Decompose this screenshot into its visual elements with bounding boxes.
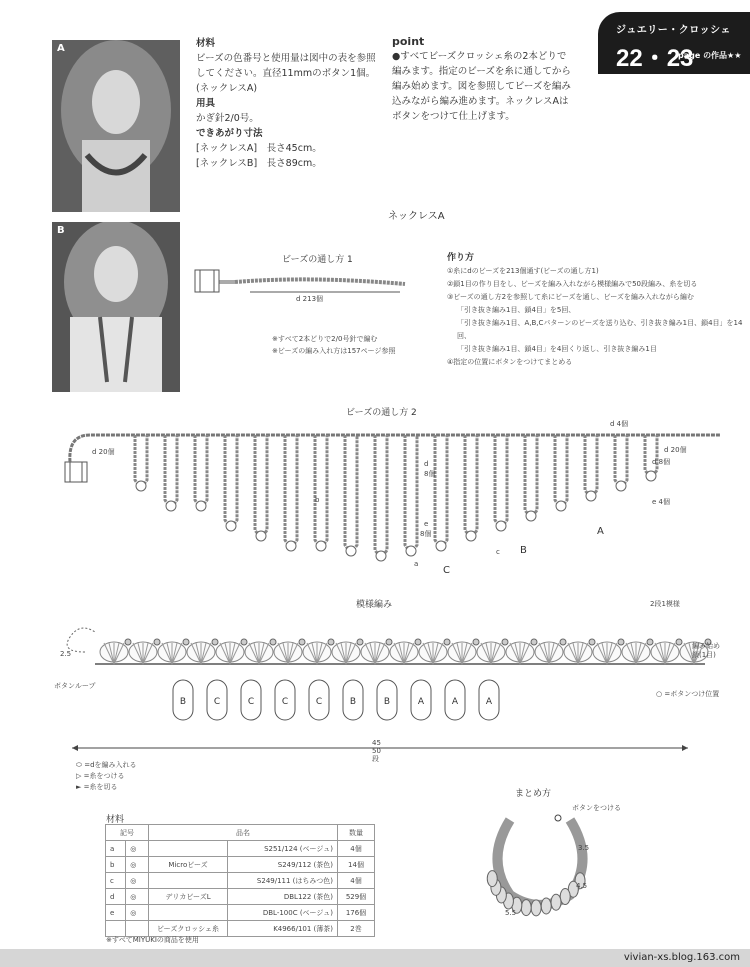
stitch-fan (129, 639, 160, 664)
howto-step: ①糸にdのビーズを213個通す(ビーズの通し方1) (447, 267, 599, 275)
str2-big-b: B (520, 545, 527, 556)
bead-icon: ◎ (126, 857, 149, 873)
bead-drop (615, 435, 627, 491)
row-type (149, 841, 228, 857)
stitch-fan (100, 639, 131, 664)
stitch-fan (651, 639, 682, 664)
row-symbol: b (106, 857, 126, 873)
str2-e4: e 4個 (652, 498, 670, 506)
table-row (106, 905, 375, 921)
model-photo-icon (52, 222, 180, 392)
tag-title: ジュエリー・クロッシェ (616, 25, 731, 36)
howto-step: 「引き抜き編み1目、A,B,Cパターンのビーズを送り込む、引き抜き編み1目、鎖4目」を14回、 (457, 319, 743, 340)
pattern-start: 編み始め 鎖(1目) (692, 642, 720, 659)
pattern-width: 45 (372, 739, 381, 747)
tag-suffix: page の作品★★ (678, 51, 742, 60)
howto-step: 「引き抜き編み1目、鎖4目」を4回くり返し、引き抜き編み1目 (457, 345, 657, 353)
finish-dim: 4.5 (576, 882, 588, 890)
materials-heading: 材料 (196, 38, 216, 49)
table-note: ※すべてMIYUKIの商品を使用 (106, 936, 199, 944)
bead-icon: ◎ (126, 889, 149, 905)
str2-c: c (496, 548, 500, 556)
stitch-fan (187, 639, 218, 664)
point-line: 編み始めます。図を参照してビーズを編み (392, 81, 571, 92)
stitch-fan (332, 639, 363, 664)
bead-icon: ◎ (126, 873, 149, 889)
bead-drop (135, 435, 147, 491)
row-type: Microビーズ (149, 857, 228, 873)
bead-drop (315, 435, 327, 551)
howto-heading: 作り方 (447, 253, 475, 263)
stitch-fan (506, 639, 537, 664)
button-loop-label: ボタンループ (54, 682, 96, 690)
stitch-fan (361, 639, 392, 664)
attach-thread-icon: ▷ (76, 772, 82, 780)
howto-step: ③ビーズの通し方2を参照して糸にビーズを通し、ビーズを編み入れながら編む (447, 293, 694, 301)
pendant (241, 680, 261, 720)
drop-bead (531, 900, 541, 916)
pendant (343, 680, 363, 720)
legend-item: ▷ =糸をつける (76, 772, 125, 780)
legend-item: ⬭ =dを編み入れる (76, 761, 137, 769)
tools-heading: 用具 (196, 98, 216, 109)
bead-drop (375, 435, 387, 561)
drop-bead (560, 889, 570, 905)
stitch-fan (535, 639, 566, 664)
page-tag (598, 12, 750, 74)
stringing2-title: ビーズの通し方 2 (346, 408, 417, 418)
finish-button-label: ボタンをつける (572, 804, 621, 812)
table-row (106, 857, 375, 873)
point-heading: point (392, 35, 425, 48)
finish-diagram (470, 800, 610, 930)
bead-d-icon: ⬭ (76, 761, 82, 769)
bead-drop (465, 435, 477, 541)
point-block (392, 34, 592, 124)
stitch-fan (593, 639, 624, 664)
finish-dim: 3.5 (578, 844, 590, 852)
drop-bead (541, 898, 551, 914)
howto-step: ④指定の位置にボタンをつけてまとめる (447, 358, 573, 366)
row-type: ビーズクロッシェ糸 (149, 921, 228, 937)
row-symbol: a (106, 841, 126, 857)
button-position: ○ =ボタンつけ位置 (656, 690, 720, 698)
pendant-label: C (213, 697, 221, 707)
spool-icon (195, 270, 219, 292)
table-header (106, 825, 375, 841)
pendant (309, 680, 329, 720)
bead-icon: ◎ (126, 841, 149, 857)
row-symbol: e (106, 905, 126, 921)
str2-a: a (414, 560, 419, 568)
row-name: K4966/101 (薄茶) (228, 921, 338, 937)
materials-line: ビーズの色番号と使用量は図中の表を参照 (196, 53, 376, 64)
photo-necklace-b (52, 222, 180, 392)
bead-icon: ◎ (126, 905, 149, 921)
bead-drop (285, 435, 297, 551)
bead-drop (225, 435, 237, 531)
stitch-fan (303, 639, 334, 664)
pattern-rows: 50 段 (372, 747, 381, 763)
materials-block (196, 36, 386, 171)
pattern-height: 2.5 (60, 650, 72, 658)
pendant (173, 680, 193, 720)
bead-drop (435, 435, 447, 551)
howto-step: 「引き抜き編み1目、鎖4目」を5回、 (457, 306, 576, 314)
pendant (479, 680, 499, 720)
bead-drop (495, 435, 507, 531)
str2-top-count: d 4個 (610, 420, 629, 428)
pendant-label: A (485, 697, 493, 707)
row-name: DBL122 (茶色) (228, 889, 338, 905)
stitch-fan (448, 639, 479, 664)
materials-line: してください。直径11mmのボタン1個。 (196, 68, 376, 79)
bead-drop (345, 435, 357, 556)
tools-text: かぎ針2/0号。 (196, 113, 259, 124)
str2-big-c: C (443, 565, 450, 576)
str2-d-label: d (424, 460, 429, 468)
materials-table (105, 824, 375, 937)
photo-necklace-a (52, 40, 180, 212)
pendant-label: A (451, 697, 459, 707)
row-qty: 4個 (338, 841, 375, 857)
str2-e-label: e (424, 520, 429, 528)
stitch-fan (216, 639, 247, 664)
size-heading: できあがり寸法 (196, 128, 263, 139)
stitch-fan (564, 639, 595, 664)
point-line: 編みます。指定のビーズを糸に通してから (392, 66, 571, 77)
stringing1-note: ※すべて2本どりで2/0号針で編む (272, 335, 378, 343)
legend (76, 760, 137, 793)
col-symbol: 記号 (106, 825, 149, 841)
pattern-one-repeat: 2段1模様 (650, 600, 680, 608)
finish-dim: 5.5 (505, 909, 517, 917)
bead-drop (195, 435, 207, 511)
row-symbol: d (106, 889, 126, 905)
pendant (411, 680, 431, 720)
stitch-fan (419, 639, 450, 664)
spool-icon (65, 462, 87, 482)
row-type: デリカビーズL (149, 889, 228, 905)
drop-bead (487, 871, 497, 887)
table-row (106, 889, 375, 905)
width-arrow (70, 744, 690, 752)
table-title: 材料 (106, 815, 125, 825)
str2-d8: d 8個 (652, 458, 671, 466)
table-row (106, 841, 375, 857)
point-line: 込みながら編み進めます。ネックレスAは (392, 96, 569, 107)
footer-bar (0, 949, 750, 967)
str2-b: b (315, 496, 320, 504)
row-qty: 176個 (338, 905, 375, 921)
col-name: 品名 (149, 825, 338, 841)
stitch-fan (245, 639, 276, 664)
row-qty: 2巻 (338, 921, 375, 937)
pendant-label: B (179, 697, 187, 707)
col-qty: 数量 (338, 825, 375, 841)
row-symbol: c (106, 873, 126, 889)
photo-label: A (57, 43, 65, 54)
str2-d-count: 8個 (424, 470, 436, 478)
pattern-title: 模様編み (356, 600, 393, 610)
size-b: [ネックレスB] 長さ89cm。 (196, 158, 322, 169)
str2-right-count: d 20個 (664, 446, 687, 454)
drop-bead (551, 894, 561, 910)
legend-item: ► =糸を切る (76, 783, 118, 791)
stitch-fan (622, 639, 653, 664)
bead-drop (585, 435, 597, 501)
pendant (207, 680, 227, 720)
model-photo-icon (52, 40, 180, 212)
stringing1-note: ※ビーズの編み入れ方は157ページ参照 (272, 347, 396, 355)
point-line: ボタンをつけて仕上げます。 (392, 111, 515, 122)
row-name: S251/124 (ベージュ) (228, 841, 338, 857)
stitch-fan (158, 639, 189, 664)
row-type (149, 873, 228, 889)
pendant-label: B (349, 697, 357, 707)
row-name: DBL-100C (ベージュ) (228, 905, 338, 921)
pendant-label: C (281, 697, 289, 707)
row-type (149, 905, 228, 921)
table-row (106, 873, 375, 889)
pendant (377, 680, 397, 720)
pattern-diagram (55, 612, 715, 742)
pendant (275, 680, 295, 720)
row-name: S249/111 (はちみつ色) (228, 873, 338, 889)
cut-thread-icon: ► (76, 783, 82, 791)
necklace-a-title: ネックレスA (388, 211, 445, 222)
bead-drop (165, 435, 177, 511)
footer-url: vivian-xs.blog.163.com (623, 952, 740, 963)
stitch-fan (274, 639, 305, 664)
stitch-fan (390, 639, 421, 664)
pendant-label: A (417, 697, 425, 707)
row-qty: 14個 (338, 857, 375, 873)
pendant-label: C (247, 697, 255, 707)
materials-line: (ネックレスA) (196, 83, 258, 94)
tag-pages: 22・23 (616, 45, 694, 72)
str2-left-count: d 20個 (92, 448, 115, 456)
bead-drop (525, 435, 537, 521)
bead-drop (255, 435, 267, 541)
finish-title: まとめ方 (515, 789, 552, 799)
stringing2-diagram (60, 420, 720, 580)
howto-block (447, 250, 747, 369)
pendant (445, 680, 465, 720)
stringing1-title: ビーズの通し方 1 (282, 255, 353, 265)
stitch-fan (477, 639, 508, 664)
size-a: [ネックレスA] 長さ45cm。 (196, 143, 322, 154)
bead-drop (555, 435, 567, 511)
drop-bead (521, 900, 531, 916)
pendant-label: B (383, 697, 391, 707)
pendant-label: C (315, 697, 323, 707)
str2-e-count: 8個 (420, 530, 432, 538)
bead-drop (405, 435, 417, 556)
point-line: ●すべてビーズクロッシェ糸の2本どりで (392, 51, 567, 62)
photo-label: B (57, 225, 65, 236)
row-qty: 4個 (338, 873, 375, 889)
str2-big-a: A (597, 526, 604, 537)
row-qty: 529個 (338, 889, 375, 905)
stringing1-count: d 213個 (296, 295, 324, 303)
row-name: S249/112 (茶色) (228, 857, 338, 873)
howto-step: ②鎖1目の作り目をし、ビーズを編み入れながら模様編みで50段編み、糸を切る (447, 280, 698, 288)
